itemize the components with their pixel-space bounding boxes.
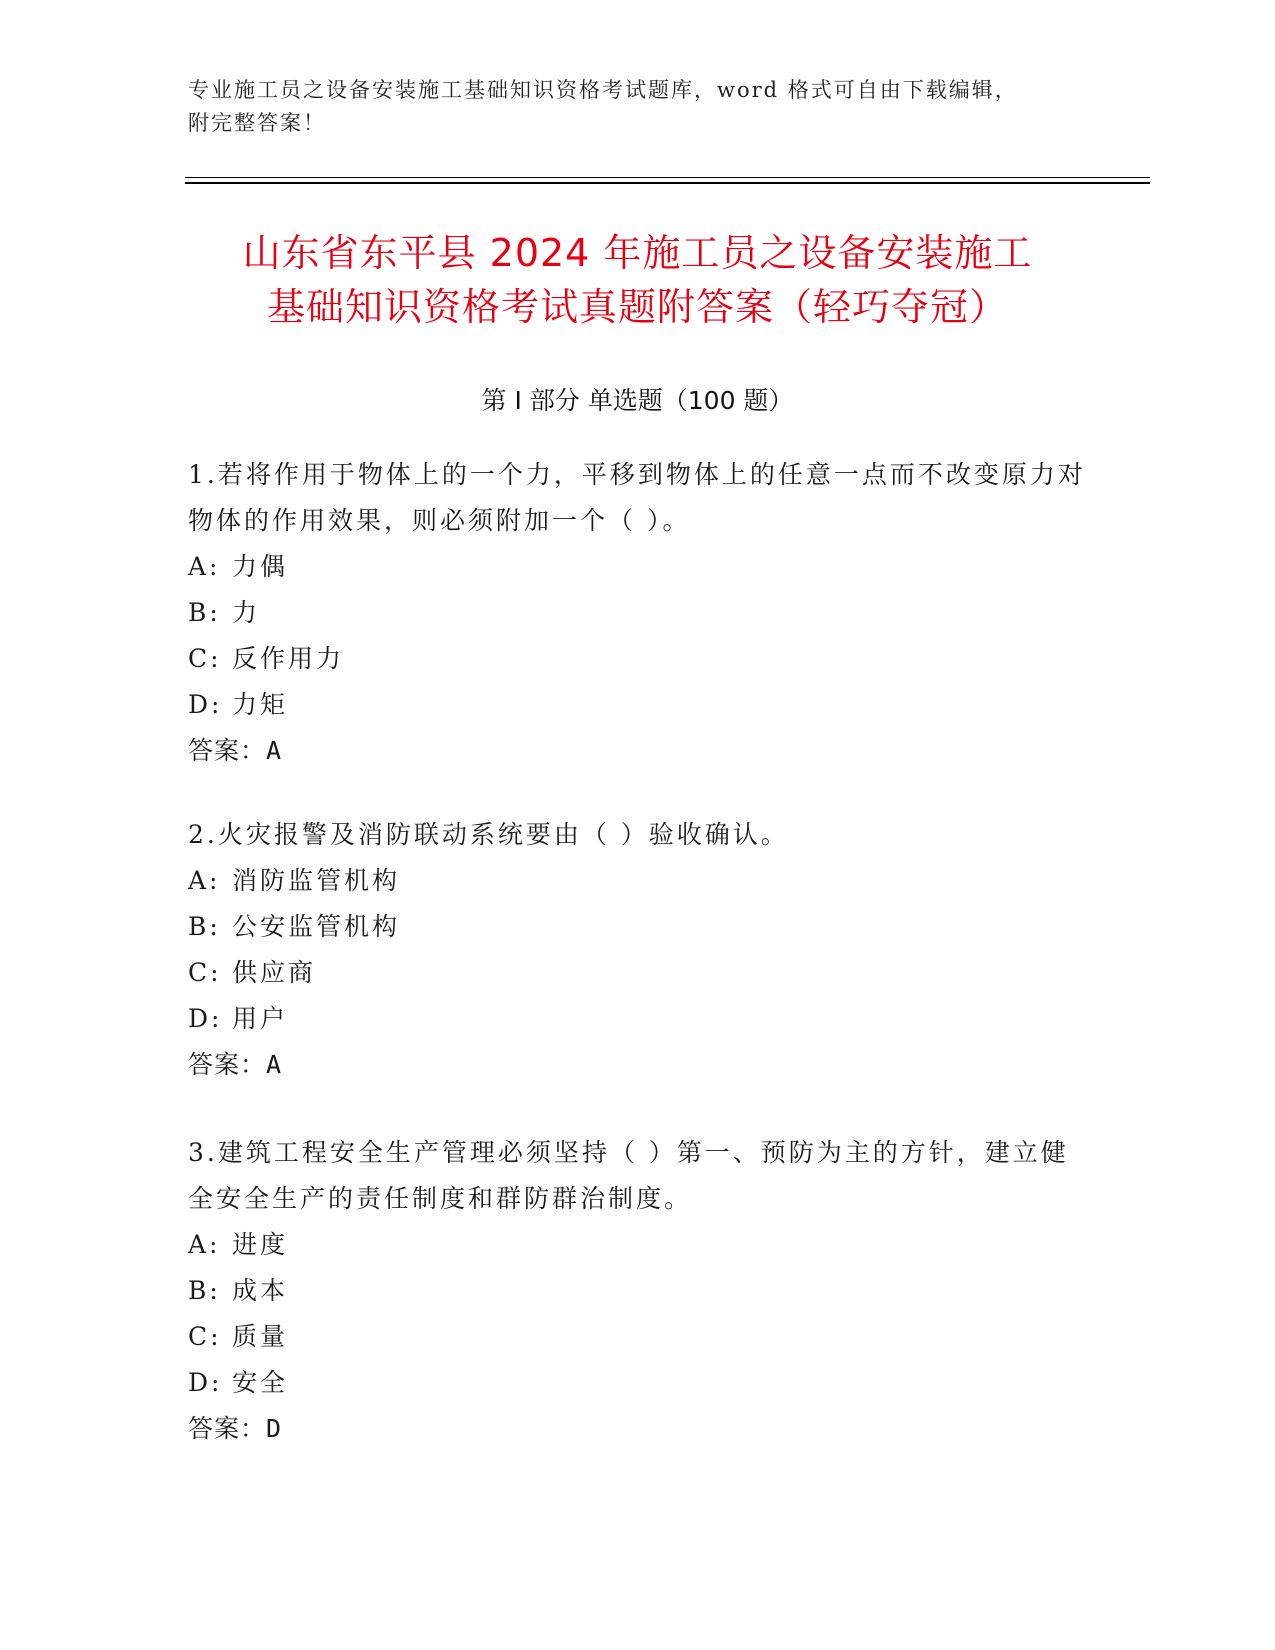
- option-key: D:: [188, 1368, 223, 1397]
- option-d: [188, 682, 1088, 728]
- option-d: [188, 996, 1088, 1042]
- question-1: [188, 452, 1088, 774]
- option-text: 安全: [232, 1368, 289, 1397]
- option-text: 质量: [232, 1322, 289, 1351]
- option-text: 反作用力: [232, 644, 345, 673]
- option-c: [188, 950, 1088, 996]
- option-key: A:: [188, 1230, 221, 1259]
- document-title: [0, 226, 1275, 334]
- option-b: [188, 1268, 1088, 1314]
- header-note-line-1: 专业施工员之设备安装施工基础知识资格考试题库，word 格式可自由下载编辑，: [188, 78, 1018, 102]
- option-key: A:: [188, 552, 221, 581]
- header-divider-thin: [185, 177, 1150, 178]
- section-title: 第 I 部分 单选题（100 题）: [481, 386, 794, 415]
- option-key: A:: [188, 866, 221, 895]
- option-key: B:: [188, 1276, 221, 1305]
- document-title-line-1: 山东省东平县 2024 年施工员之设备安装施工: [242, 231, 1033, 275]
- option-key: D:: [188, 1004, 223, 1033]
- answer-value: A: [266, 1050, 283, 1079]
- option-a: [188, 1222, 1088, 1268]
- question-3: [188, 1130, 1088, 1452]
- option-key: D:: [188, 690, 223, 719]
- option-text: 成本: [232, 1276, 289, 1305]
- answer-line: [188, 1406, 1088, 1452]
- option-key: B:: [188, 598, 221, 627]
- answer-value: A: [266, 736, 283, 765]
- option-text: 公安监管机构: [232, 912, 401, 941]
- question-text: 3.建筑工程安全生产管理必须坚持（ ）第一、预防为主的方针，建立健全安全生产的责任制度和群防群治制度。: [188, 1138, 1069, 1213]
- option-b: [188, 904, 1088, 950]
- question-text: 1.若将作用于物体上的一个力，平移到物体上的任意一点而不改变原力对物体的作用效果，则必须附加一个（ ）。: [188, 460, 1086, 535]
- option-a: [188, 858, 1088, 904]
- option-key: C:: [188, 644, 222, 673]
- option-key: C:: [188, 1322, 222, 1351]
- option-d: [188, 1360, 1088, 1406]
- option-c: [188, 636, 1088, 682]
- option-c: [188, 1314, 1088, 1360]
- header-note: [188, 74, 1068, 140]
- option-key: B:: [188, 912, 221, 941]
- question-text: 2.火灾报警及消防联动系统要由（ ）验收确认。: [188, 820, 789, 849]
- option-b: [188, 590, 1088, 636]
- header-note-line-2: 附完整答案！: [188, 111, 326, 135]
- question-2: [188, 812, 1088, 1088]
- option-key: C:: [188, 958, 222, 987]
- header-divider-thick: [185, 182, 1150, 184]
- answer-label: 答案：: [188, 1050, 267, 1079]
- answer-label: 答案：: [188, 736, 267, 765]
- option-a: [188, 544, 1088, 590]
- option-text: 供应商: [232, 958, 317, 987]
- answer-line: [188, 1042, 1088, 1088]
- option-text: 消防监管机构: [232, 866, 401, 895]
- option-text: 力: [232, 598, 261, 627]
- option-text: 力偶: [232, 552, 289, 581]
- answer-line: [188, 728, 1088, 774]
- option-text: 用户: [232, 1004, 289, 1033]
- option-text: 力矩: [232, 690, 289, 719]
- answer-value: D: [266, 1414, 283, 1443]
- option-text: 进度: [232, 1230, 289, 1259]
- answer-label: 答案：: [188, 1414, 267, 1443]
- document-title-line-2: 基础知识资格考试真题附答案（轻巧夺冠）: [266, 285, 1008, 329]
